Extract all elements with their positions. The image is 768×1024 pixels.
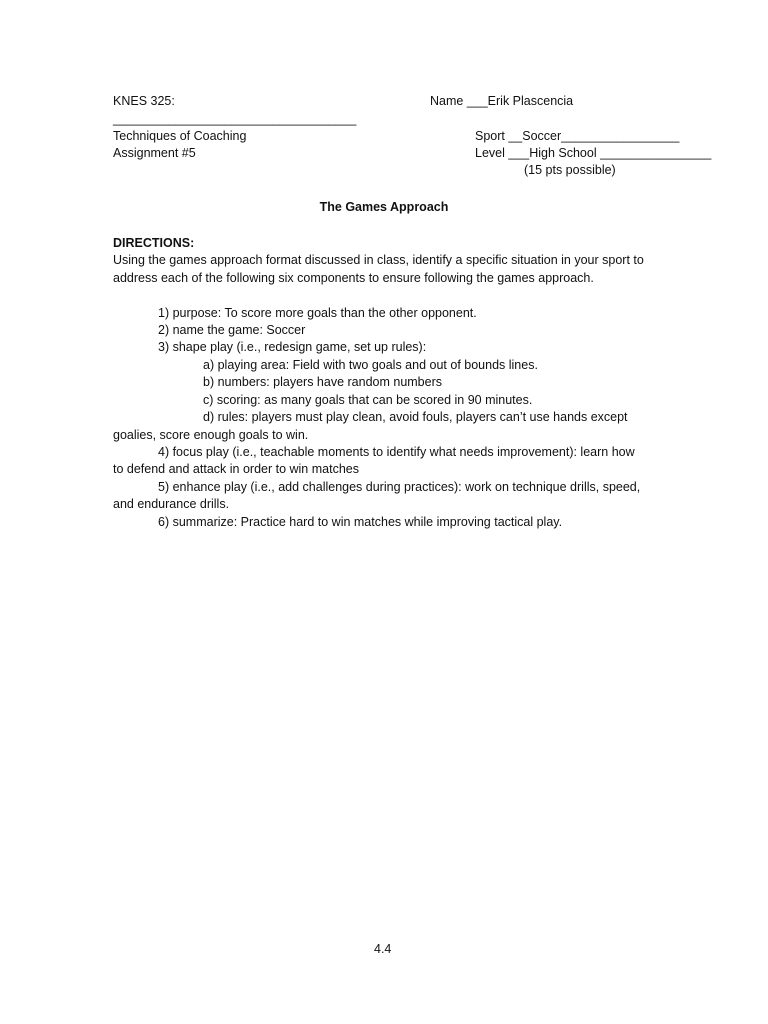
directions-line-2: address each of the following six components to ensure following the games approach. xyxy=(113,271,594,285)
level-field: Level ___High School ________________ xyxy=(475,146,712,160)
student-name: Name ___Erik Plascencia xyxy=(430,94,574,108)
subitem-numbers: b) numbers: players have random numbers xyxy=(203,375,443,389)
item-summarize: 6) summarize: Practice hard to win matches while improving tactical play. xyxy=(158,515,563,529)
item-focus-play: 4) focus play (i.e., teachable moments to identify what needs improvement): learn how xyxy=(158,445,635,459)
subitem-rules: d) rules: players must play clean, avoid fouls, players can’t use hands except xyxy=(203,410,628,424)
directions-heading: DIRECTIONS: xyxy=(113,236,195,250)
points-possible: (15 pts possible) xyxy=(524,163,616,177)
course-code: KNES 325: xyxy=(113,94,175,108)
item-purpose: 1) purpose: To score more goals than the other opponent. xyxy=(158,306,477,320)
item-focus-play-continued: to defend and attack in order to win matches xyxy=(113,462,359,476)
directions-line-1: Using the games approach format discussed in class, identify a specific situation in your sport to xyxy=(113,253,644,267)
assignment-number: Assignment #5 xyxy=(113,146,196,160)
course-title: Techniques of Coaching xyxy=(113,129,247,143)
document-title: The Games Approach xyxy=(319,200,449,214)
item-shape-play: 3) shape play (i.e., redesign game, set up rules): xyxy=(158,340,427,354)
subitem-playing-area: a) playing area: Field with two goals and out of bounds lines. xyxy=(203,358,538,372)
item-name-game: 2) name the game: Soccer xyxy=(158,323,306,337)
subitem-rules-continued: goalies, score enough goals to win. xyxy=(113,428,309,442)
page-number: 4.4 xyxy=(374,942,392,956)
item-enhance-play-continued: and endurance drills. xyxy=(113,497,230,511)
item-enhance-play: 5) enhance play (i.e., add challenges during practices): work on technique drills, speed, xyxy=(158,480,641,494)
sport-field: Sport __Soccer_________________ xyxy=(475,129,680,143)
subitem-scoring: c) scoring: as many goals that can be scored in 90 minutes. xyxy=(203,393,533,407)
course-underline: ___________________________________ xyxy=(113,112,357,126)
